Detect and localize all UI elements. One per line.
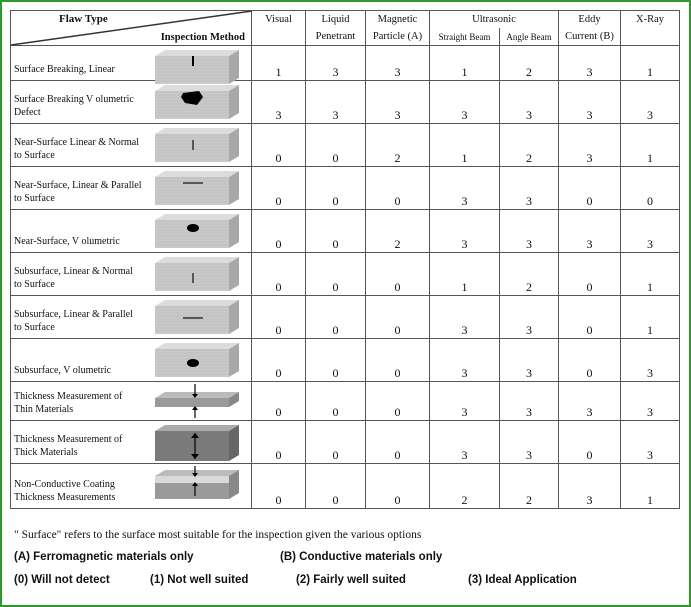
rating-cell: 3	[500, 421, 559, 464]
col-magnetic-bottom: Particle (A)	[366, 28, 430, 46]
rating-cell: 0	[306, 124, 366, 167]
rating-cell: 0	[306, 382, 366, 421]
rating-cell: 3	[621, 210, 680, 253]
rating-cell: 0	[306, 421, 366, 464]
rating-cell: 0	[366, 253, 430, 296]
rating-cell: 0	[252, 464, 306, 509]
subsurface-parallel-crack-icon	[151, 298, 243, 338]
rating-cell: 0	[252, 421, 306, 464]
rating-cell: 3	[500, 339, 559, 382]
col-visual: Visual	[252, 11, 306, 29]
rating-cell: 3	[306, 46, 366, 81]
flaw-type-cell	[11, 124, 252, 167]
near-surface-volumetric-icon	[151, 212, 243, 252]
rating-cell: 3	[559, 382, 621, 421]
rating-cell: 1	[621, 464, 680, 509]
inspection-method-heading: Inspection Method	[160, 32, 245, 43]
col-liquid-top: Liquid	[306, 11, 366, 29]
thin-material-thickness-icon	[151, 384, 243, 424]
table-row	[11, 210, 680, 253]
rating-cell: 2	[500, 253, 559, 296]
rating-cell: 1	[430, 253, 500, 296]
flaw-type-label: Subsurface, Linear & Normal to Surface	[14, 266, 133, 290]
rating-cell: 2	[366, 210, 430, 253]
header-corner	[11, 11, 252, 46]
rating-cell: 3	[621, 339, 680, 382]
flaw-type-cell	[11, 421, 252, 464]
rating-cell: 0	[366, 421, 430, 464]
rating-cell: 0	[306, 210, 366, 253]
col-ultrasonic: Ultrasonic	[430, 11, 559, 29]
rating-cell: 2	[366, 124, 430, 167]
rating-cell: 0	[252, 296, 306, 339]
flaw-type-label: Near-Surface, Linear & Parallel to Surface	[14, 180, 142, 204]
rating-cell: 0	[252, 382, 306, 421]
rating-cell: 3	[621, 382, 680, 421]
rating-cell: 0	[306, 464, 366, 509]
rating-cell: 2	[430, 464, 500, 509]
table-row	[11, 167, 680, 210]
rating-cell: 0	[306, 339, 366, 382]
rating-cell: 0	[252, 253, 306, 296]
flaw-type-cell	[11, 382, 252, 421]
flaw-type-label: Non-Conductive Coating Thickness Measurements	[14, 479, 116, 503]
table-row	[11, 46, 680, 81]
rating-cell: 0	[621, 167, 680, 210]
rating-cell: 3	[430, 339, 500, 382]
rating-cell: 0	[366, 167, 430, 210]
table-row	[11, 382, 680, 421]
rating-cell: 0	[366, 382, 430, 421]
rating-cell: 1	[430, 46, 500, 81]
rating-cell: 3	[621, 81, 680, 124]
flaw-type-cell	[11, 210, 252, 253]
flaw-type-cell	[11, 339, 252, 382]
inspection-method-table	[10, 10, 680, 509]
rating-cell: 0	[559, 253, 621, 296]
rating-cell: 3	[500, 167, 559, 210]
flaw-type-heading: Flaw Type	[59, 13, 108, 25]
table-row	[11, 296, 680, 339]
rating-cell: 0	[366, 339, 430, 382]
legend-rating-0: (0) Will not detect	[14, 574, 110, 586]
surface-note: " Surface" refers to the surface most suitable for the inspection given the various options	[14, 529, 422, 541]
rating-cell: 0	[306, 296, 366, 339]
rating-cell: 1	[621, 124, 680, 167]
table-row	[11, 253, 680, 296]
legend-rating-3: (3) Ideal Application	[468, 574, 577, 586]
rating-cell: 3	[500, 296, 559, 339]
rating-cell: 3	[430, 210, 500, 253]
flaw-type-label: Thickness Measurement of Thick Materials	[14, 434, 123, 458]
rating-cell: 3	[430, 81, 500, 124]
col-magnetic-top: Magnetic	[366, 11, 430, 29]
col-eddy-top: Eddy	[559, 11, 621, 29]
rating-cell: 3	[306, 81, 366, 124]
rating-cell: 0	[252, 124, 306, 167]
flaw-type-label: Subsurface, Linear & Parallel to Surface	[14, 309, 133, 333]
rating-cell: 3	[430, 382, 500, 421]
rating-cell: 0	[366, 464, 430, 509]
rating-cell: 0	[252, 167, 306, 210]
legend-rating-1: (1) Not well suited	[150, 574, 249, 586]
col-visual-blank	[252, 28, 306, 46]
rating-cell: 1	[252, 46, 306, 81]
thick-material-thickness-icon	[151, 423, 243, 463]
legend-rating-2: (2) Fairly well suited	[296, 574, 406, 586]
table-row	[11, 81, 680, 124]
subsurface-normal-crack-icon	[151, 255, 243, 295]
surface-volumetric-defect-icon	[151, 83, 243, 123]
rating-cell: 2	[500, 46, 559, 81]
rating-cell: 2	[500, 124, 559, 167]
rating-cell: 1	[621, 46, 680, 81]
rating-cell: 0	[559, 296, 621, 339]
rating-cell: 0	[366, 296, 430, 339]
rating-cell: 3	[500, 210, 559, 253]
rating-cell: 3	[621, 421, 680, 464]
table-row	[11, 124, 680, 167]
flaw-type-label: Surface Breaking, Linear	[14, 64, 115, 75]
col-liquid-bottom: Penetrant	[306, 28, 366, 46]
rating-cell: 0	[559, 421, 621, 464]
rating-cell: 3	[559, 210, 621, 253]
legend-a: (A) Ferromagnetic materials only	[14, 551, 194, 563]
table-body	[11, 46, 680, 509]
rating-cell: 2	[500, 464, 559, 509]
table-row	[11, 464, 680, 509]
rating-cell: 3	[252, 81, 306, 124]
flaw-type-label: Thickness Measurement of Thin Materials	[14, 391, 123, 415]
rating-cell: 3	[500, 382, 559, 421]
rating-cell: 3	[559, 464, 621, 509]
flaw-type-label: Near-Surface, V olumetric	[14, 236, 120, 247]
header-row-top	[11, 11, 680, 29]
rating-cell: 3	[430, 296, 500, 339]
near-surface-parallel-crack-icon	[151, 169, 243, 209]
near-surface-normal-crack-icon	[151, 126, 243, 166]
table-row	[11, 339, 680, 382]
rating-cell: 3	[559, 124, 621, 167]
flaw-type-cell	[11, 464, 252, 509]
subsurface-volumetric-icon	[151, 341, 243, 381]
rating-cell: 0	[252, 339, 306, 382]
rating-cell: 3	[559, 46, 621, 81]
flaw-type-cell	[11, 167, 252, 210]
col-straight-beam: Straight Beam	[430, 28, 500, 46]
rating-cell: 3	[559, 81, 621, 124]
col-angle-beam: Angle Beam	[500, 28, 559, 46]
rating-cell: 0	[559, 339, 621, 382]
flaw-type-label: Surface Breaking V olumetric Defect	[14, 94, 134, 118]
flaw-type-label: Subsurface, V olumetric	[14, 365, 112, 376]
table-row	[11, 421, 680, 464]
rating-cell: 1	[621, 296, 680, 339]
rating-cell: 0	[559, 167, 621, 210]
flaw-type-cell	[11, 296, 252, 339]
flaw-type-label: Near-Surface Linear & Normal to Surface	[14, 137, 140, 161]
coating-thickness-icon	[151, 466, 243, 506]
rating-cell: 1	[621, 253, 680, 296]
rating-cell: 0	[252, 210, 306, 253]
legend-b: (B) Conductive materials only	[280, 551, 443, 563]
rating-cell: 0	[306, 253, 366, 296]
rating-cell: 0	[306, 167, 366, 210]
flaw-type-cell	[11, 253, 252, 296]
rating-cell: 3	[500, 81, 559, 124]
rating-cell: 3	[430, 421, 500, 464]
col-xray: X-Ray	[621, 11, 680, 29]
rating-cell: 3	[366, 46, 430, 81]
rating-cell: 3	[430, 167, 500, 210]
rating-cell: 3	[366, 81, 430, 124]
flaw-type-cell	[11, 81, 252, 124]
col-xray-blank	[621, 28, 680, 46]
col-eddy-bottom: Current (B)	[559, 28, 621, 46]
rating-cell: 1	[430, 124, 500, 167]
flaw-type-cell	[11, 46, 252, 81]
